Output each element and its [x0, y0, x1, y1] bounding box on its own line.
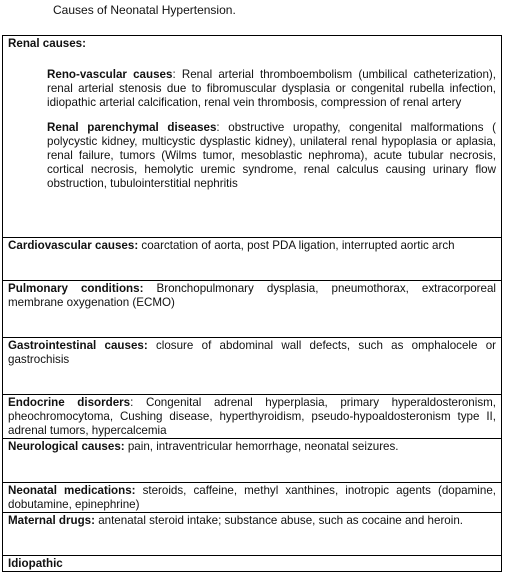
table-row-idiopathic	[3, 556, 502, 572]
neurological-cell	[3, 439, 502, 483]
pulmonary-label: Pulmonary conditions:	[8, 282, 144, 295]
table-row-maternal-drugs	[3, 513, 502, 556]
table-row-gastrointestinal	[3, 338, 502, 395]
neurological-label: Neurological causes:	[8, 440, 125, 453]
neurological-text: pain, intraventricular hemorrhage, neonatal seizures.	[124, 440, 399, 453]
table-row-renal	[3, 36, 502, 238]
parenchymal-text: : obstructive uropathy, congenital malformations ( polycystic kidney, multicystic dysplastic kidney), unilateral renal hypoplasia or aplasia, renal failure, tumors (Wilms tumor, mesoblastic nephroma), acute tubular necrosis, cortical necrosis, hemolytic uremic syndrome, renal calculus causing urinary flow obstruction, tubulointerstitial nephritis	[47, 121, 497, 190]
cardiovascular-cell	[3, 238, 502, 281]
endocrine-text: : Congenital adrenal hyperplasia, primary hyperaldosteronism, pheochromocytoma, Cushing disease, hyperthyroidism, pseudo-hypoaldosteronism type II, adrenal tumors, hypercalcemia	[8, 396, 496, 437]
document-title: Causes of Neonatal Hypertension.	[53, 3, 236, 17]
neonatal-medications-text: steroids, caffeine, methyl xanthines, inotropic agents (dopamine, dobutamine, epinephrine)	[8, 484, 496, 511]
cardiovascular-text: coarctation of aorta, post PDA ligation, interrupted aortic arch	[138, 239, 455, 252]
endocrine-label: Endocrine disorders	[8, 396, 131, 409]
gastrointestinal-cell	[3, 338, 502, 395]
causes-table	[2, 35, 502, 572]
neonatal-medications-label: Neonatal medications:	[8, 484, 136, 497]
maternal-drugs-label: Maternal drugs:	[8, 514, 95, 527]
renal-causes-cell	[3, 36, 502, 238]
endocrine-cell	[3, 395, 502, 439]
table-row-pulmonary	[3, 281, 502, 338]
pulmonary-cell	[3, 281, 502, 338]
neonatal-medications-cell	[3, 483, 502, 513]
cardiovascular-label: Cardiovascular causes:	[8, 239, 139, 252]
renovascular-text: : Renal arterial thromboembolism (umbilical catheterization), renal arterial stenosis due to fibromuscular dysplasia or congenital rubella infection, idiopathic arterial calcification, renal vein thrombosis, compression of renal artery	[47, 68, 496, 109]
idiopathic-label: Idiopathic	[8, 557, 63, 570]
table-row-cardiovascular	[3, 238, 502, 281]
table-row-endocrine	[3, 395, 502, 439]
renal-causes-heading: Renal causes:	[8, 37, 86, 50]
pulmonary-text: Bronchopulmonary dysplasia, pneumothorax, extracorporeal membrane oxygenation (ECMO)	[8, 282, 497, 309]
maternal-drugs-text: antenatal steroid intake; substance abuse, such as cocaine and heroin.	[94, 514, 463, 527]
maternal-drugs-cell	[3, 513, 502, 556]
parenchymal-paragraph	[47, 121, 496, 191]
renovascular-paragraph	[47, 68, 496, 110]
table-row-neurological	[3, 439, 502, 483]
gastrointestinal-label: Gastrointestinal causes:	[8, 339, 148, 352]
table-row-neonatal-medications	[3, 483, 502, 513]
parenchymal-label: Renal parenchymal diseases	[47, 121, 217, 134]
idiopathic-cell	[3, 556, 502, 572]
gastrointestinal-text: closure of abdominal wall defects, such as omphalocele or gastrochisis	[8, 339, 496, 366]
renovascular-label: Reno-vascular causes	[47, 68, 173, 81]
